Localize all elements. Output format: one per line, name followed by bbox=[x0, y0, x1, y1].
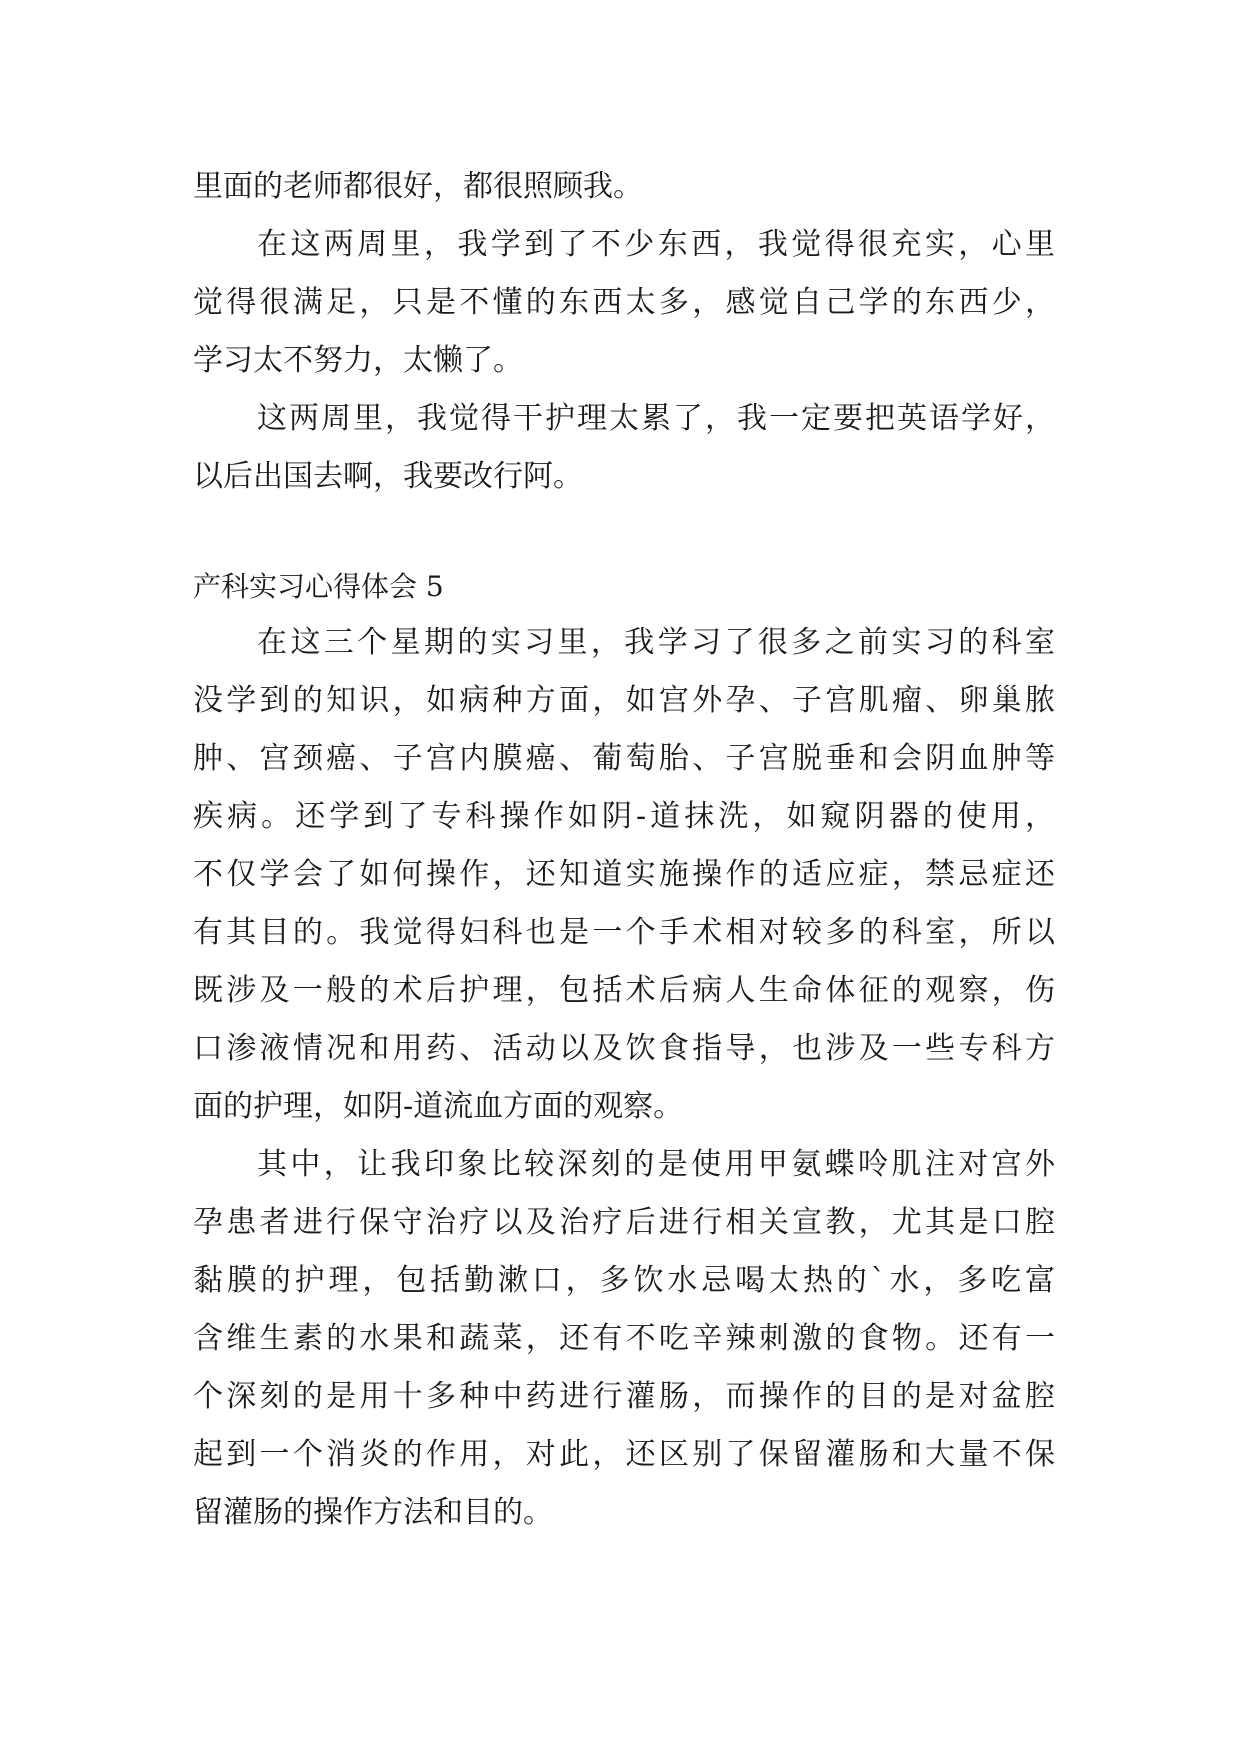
text-line: 含维生素的水果和蔬菜，还有不吃辛辣刺激的食物。还有一 bbox=[193, 1321, 1055, 1356]
text-line: 肿、宫颈癌、子宫内膜癌、葡萄胎、子宫脱垂和会阴血肿等 bbox=[193, 741, 1055, 776]
paragraph-start-line: 这两周里，我觉得干护理太累了，我一定要把英语学好， bbox=[257, 401, 1055, 436]
text-line: 里面的老师都很好，都很照顾我。 bbox=[193, 169, 643, 204]
text-line: 有其目的。我觉得妇科也是一个手术相对较多的科室，所以 bbox=[193, 915, 1055, 950]
text-line: 口渗液情况和用药、活动以及饮食指导，也涉及一些专科方 bbox=[193, 1031, 1055, 1066]
section-heading: 产科实习心得体会 5 bbox=[193, 570, 444, 603]
text-line: 既涉及一般的术后护理，包括术后病人生命体征的观察，伤 bbox=[193, 973, 1055, 1008]
text-line: 以后出国去啊，我要改行阿。 bbox=[193, 459, 583, 494]
text-line: 孕患者进行保守治疗以及治疗后进行相关宣教，尤其是口腔 bbox=[193, 1205, 1055, 1240]
text-line: 起到一个消炎的作用，对此，还区别了保留灌肠和大量不保 bbox=[193, 1437, 1055, 1472]
text-line: 觉得很满足，只是不懂的东西太多，感觉自己学的东西少， bbox=[193, 285, 1055, 320]
text-line: 学习太不努力，太懒了。 bbox=[193, 343, 523, 378]
paragraph-start-line: 其中，让我印象比较深刻的是使用甲氨蝶呤肌注对宫外 bbox=[257, 1147, 1055, 1182]
paragraph-start-line: 在这三个星期的实习里，我学习了很多之前实习的科室 bbox=[257, 625, 1055, 660]
text-line: 疾病。还学到了专科操作如阴-道抹洗，如窥阴器的使用， bbox=[193, 799, 1055, 834]
text-line: 不仅学会了如何操作，还知道实施操作的适应症，禁忌症还 bbox=[193, 857, 1055, 892]
paragraph-start-line: 在这两周里，我学到了不少东西，我觉得很充实，心里 bbox=[257, 227, 1055, 262]
text-line: 面的护理，如阴-道流血方面的观察。 bbox=[193, 1089, 684, 1124]
text-line: 个深刻的是用十多种中药进行灌肠，而操作的目的是对盆腔 bbox=[193, 1379, 1055, 1414]
text-line: 黏膜的护理，包括勤漱口，多饮水忌喝太热的`水，多吃富 bbox=[193, 1263, 1055, 1298]
text-line: 没学到的知识，如病种方面，如宫外孕、子宫肌瘤、卵巢脓 bbox=[193, 683, 1055, 718]
text-line: 留灌肠的操作方法和目的。 bbox=[193, 1495, 553, 1530]
